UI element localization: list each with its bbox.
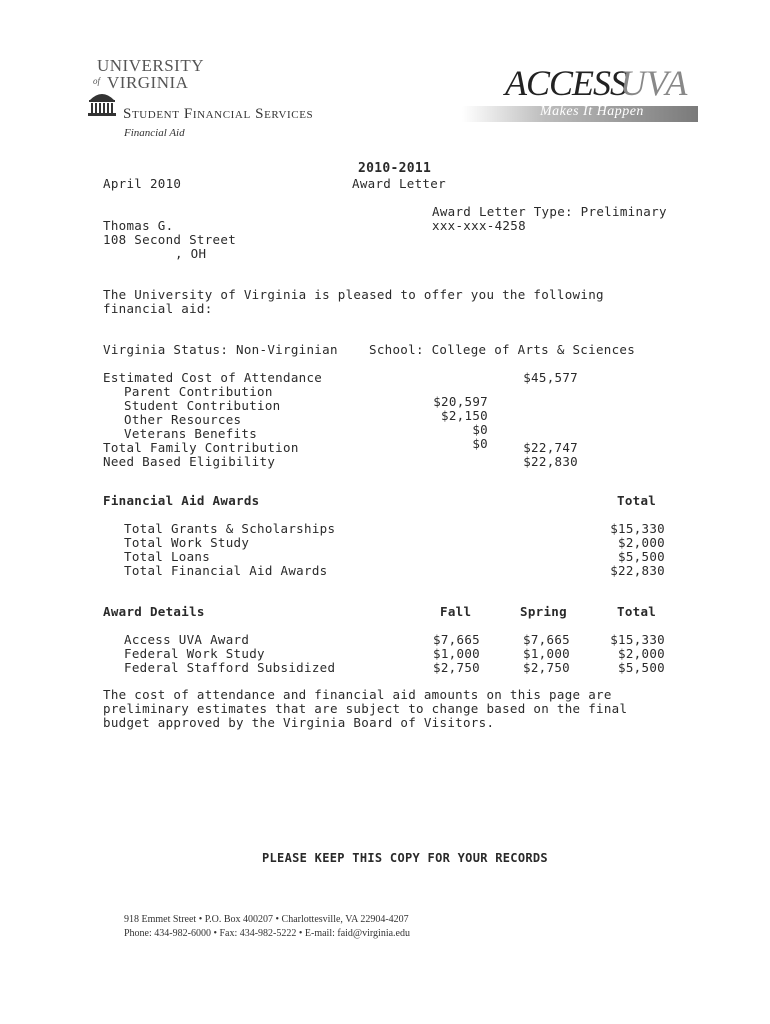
cost-row-label: Need Based Eligibility: [103, 454, 276, 469]
university-wordmark: [97, 57, 204, 91]
detail-row-fall: $2,750: [433, 660, 480, 675]
cost-row-label: Total Family Contribution: [103, 440, 299, 455]
university-line1: UNIVERSITY: [97, 56, 204, 75]
detail-row-fall: $7,665: [433, 632, 480, 647]
detail-row-label: Federal Stafford Subsidized: [124, 660, 336, 675]
award-row-label: Total Loans: [124, 549, 211, 564]
detail-row-label: Federal Work Study: [124, 646, 265, 661]
virginia-status: Virginia Status: Non-Virginian: [103, 342, 338, 357]
intro-line1: The University of Virginia is pleased to offer you the following: [103, 287, 604, 302]
office-title: Student Financial Services: [123, 106, 314, 122]
university-prefix: of: [93, 76, 101, 86]
cost-row-total: $22,830: [523, 454, 578, 469]
detail-row-fall: $1,000: [433, 646, 480, 661]
footer-address: 918 Emmet Street • P.O. Box 400207 • Charlottesville, VA 22904-4207: [124, 914, 409, 925]
detail-row-label: Access UVA Award: [124, 632, 250, 647]
award-row-total: $22,830: [610, 563, 665, 578]
detail-row-spring: $7,665: [523, 632, 570, 647]
letter-type: Award Letter Type: Preliminary: [432, 204, 667, 219]
recipient-city: , OH: [175, 246, 207, 261]
recipient-street: 108 Second Street: [103, 232, 237, 247]
award-row-total: $5,500: [618, 549, 665, 564]
student-id: xxx-xxx-4258: [432, 218, 526, 233]
details-col-total: Total: [617, 604, 657, 619]
cost-row-label: Estimated Cost of Attendance: [103, 370, 323, 385]
cost-row-label: Veterans Benefits: [124, 426, 258, 441]
detail-row-spring: $1,000: [523, 646, 570, 661]
recipient-name: Thomas G.: [103, 218, 174, 233]
award-row-total: $2,000: [618, 535, 665, 550]
award-row-label: Total Financial Aid Awards: [124, 563, 328, 578]
awards-heading: Financial Aid Awards: [103, 493, 260, 508]
cost-row-total: $45,577: [523, 370, 578, 385]
cost-row-subvalue: $20,597: [433, 394, 488, 409]
award-row-total: $15,330: [610, 521, 665, 536]
detail-row-total: $5,500: [618, 660, 665, 675]
footer-contact: Phone: 434-982-6000 • Fax: 434-982-5222 • E-mail: faid@virginia.edu: [124, 928, 410, 939]
cost-row-label: Student Contribution: [124, 398, 281, 413]
details-col-fall: Fall: [440, 604, 472, 619]
rotunda-icon: [87, 88, 117, 116]
award-row-label: Total Work Study: [124, 535, 250, 550]
office-subtitle: Financial Aid: [124, 127, 185, 139]
cost-row-total: $22,747: [523, 440, 578, 455]
intro-line2: financial aid:: [103, 301, 213, 316]
note-line1: The cost of attendance and financial aid amounts on this page are: [103, 687, 612, 702]
cost-row-subvalue: $0: [472, 436, 488, 451]
school-name: School: College of Arts & Sciences: [369, 342, 636, 357]
details-heading: Award Details: [103, 604, 205, 619]
note-line2: preliminary estimates that are subject to change based on the final: [103, 701, 628, 716]
records-notice: PLEASE KEEP THIS COPY FOR YOUR RECORDS: [262, 851, 548, 865]
cost-row-label: Other Resources: [124, 412, 242, 427]
award-row-label: Total Grants & Scholarships: [124, 521, 336, 536]
brand-tagline: Makes It Happen: [540, 104, 644, 119]
letter-title: Award Letter: [352, 176, 446, 191]
detail-row-spring: $2,750: [523, 660, 570, 675]
university-line2: VIRGINIA: [107, 73, 189, 92]
brand-main: ACCESS: [505, 63, 628, 103]
note-line3: budget approved by the Virginia Board of Visitors.: [103, 715, 495, 730]
cost-row-subvalue: $2,150: [441, 408, 488, 423]
cost-row-subvalue: $0: [472, 422, 488, 437]
detail-row-total: $15,330: [610, 632, 665, 647]
brand-accent: UVA: [620, 63, 688, 103]
academic-year: 2010-2011: [358, 161, 432, 176]
details-col-spring: Spring: [520, 604, 567, 619]
detail-row-total: $2,000: [618, 646, 665, 661]
letter-date: April 2010: [103, 176, 182, 191]
awards-total-header: Total: [617, 493, 657, 508]
cost-row-label: Parent Contribution: [124, 384, 273, 399]
